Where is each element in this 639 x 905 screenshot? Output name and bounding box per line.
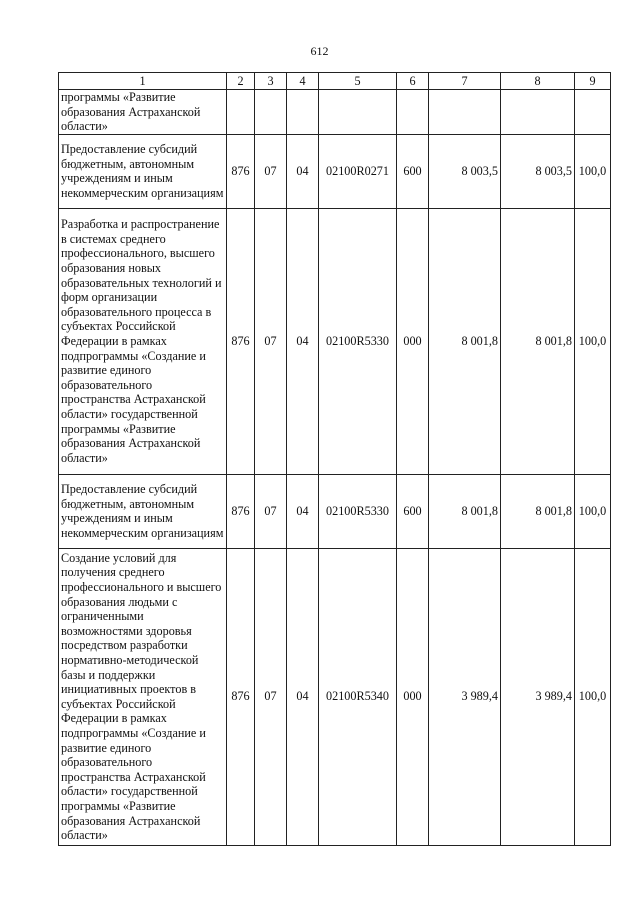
row-description: Предоставление субсидий бюджетным, автономным учреждениям и иным некоммерческим организациям (59, 134, 227, 208)
cell-expense-type: 000 (397, 208, 429, 474)
table-row (59, 548, 611, 845)
cell-target-article (319, 90, 397, 135)
cell-planned-amount: 8 001,8 (429, 208, 501, 474)
cell-section: 07 (255, 134, 287, 208)
cell-executed-amount (501, 90, 575, 135)
header-row (59, 73, 611, 90)
row-description: Создание условий для получения среднего профессионального и высшего образования людьми с ограниченными возможностями здоровья посредством разработки нормативно-методической базы и поддержки инициативных проектов в субъектах Российской Федерации в рамках подпрограммы «Создание и развитие единого образовательного пространства Астраханской области» государственной программы «Развитие образования Астраханской области» (59, 548, 227, 845)
cell-subsection: 04 (287, 134, 319, 208)
row-description: Разработка и распространение в системах среднего профессионального, высшего образования новых образовательных технологий и форм организации образовательного процесса в субъектах Российской Федерации в рамках подпрограммы «Создание и развитие единого образовательного пространства Астраханской области» государственной программы «Развитие образования Астраханской области» (59, 208, 227, 474)
col-header: 6 (397, 73, 429, 90)
cell-expense-type: 600 (397, 474, 429, 548)
cell-subsection (287, 90, 319, 135)
cell-section: 07 (255, 208, 287, 474)
cell-admin-code: 876 (227, 208, 255, 474)
col-header: 5 (319, 73, 397, 90)
cell-target-article: 02100R5330 (319, 474, 397, 548)
table-row (59, 474, 611, 548)
cell-subsection: 04 (287, 208, 319, 474)
col-header: 4 (287, 73, 319, 90)
cell-executed-amount: 8 003,5 (501, 134, 575, 208)
cell-percent: 100,0 (575, 548, 611, 845)
budget-table (58, 72, 611, 846)
col-header: 1 (59, 73, 227, 90)
cell-section: 07 (255, 548, 287, 845)
cell-planned-amount: 8 001,8 (429, 474, 501, 548)
cell-percent: 100,0 (575, 208, 611, 474)
row-description: программы «Развитие образования Астраханской области» (59, 90, 227, 135)
cell-planned-amount: 3 989,4 (429, 548, 501, 845)
cell-expense-type (397, 90, 429, 135)
cell-percent (575, 90, 611, 135)
cell-percent: 100,0 (575, 474, 611, 548)
cell-section (255, 90, 287, 135)
cell-executed-amount: 8 001,8 (501, 474, 575, 548)
cell-section: 07 (255, 474, 287, 548)
cell-subsection: 04 (287, 548, 319, 845)
col-header: 7 (429, 73, 501, 90)
table-row (59, 134, 611, 208)
cell-expense-type: 000 (397, 548, 429, 845)
cell-executed-amount: 3 989,4 (501, 548, 575, 845)
cell-target-article: 02100R0271 (319, 134, 397, 208)
cell-executed-amount: 8 001,8 (501, 208, 575, 474)
cell-expense-type: 600 (397, 134, 429, 208)
cell-target-article: 02100R5340 (319, 548, 397, 845)
cell-planned-amount: 8 003,5 (429, 134, 501, 208)
col-header: 9 (575, 73, 611, 90)
cell-planned-amount (429, 90, 501, 135)
cell-subsection: 04 (287, 474, 319, 548)
cell-admin-code: 876 (227, 548, 255, 845)
col-header: 3 (255, 73, 287, 90)
cell-admin-code: 876 (227, 474, 255, 548)
table-row (59, 208, 611, 474)
row-description: Предоставление субсидий бюджетным, автономным учреждениям и иным некоммерческим организациям (59, 474, 227, 548)
col-header: 2 (227, 73, 255, 90)
cell-target-article: 02100R5330 (319, 208, 397, 474)
page-number: 612 (310, 44, 329, 58)
cell-admin-code: 876 (227, 134, 255, 208)
cell-percent: 100,0 (575, 134, 611, 208)
col-header: 8 (501, 73, 575, 90)
table-row (59, 90, 611, 135)
cell-admin-code (227, 90, 255, 135)
